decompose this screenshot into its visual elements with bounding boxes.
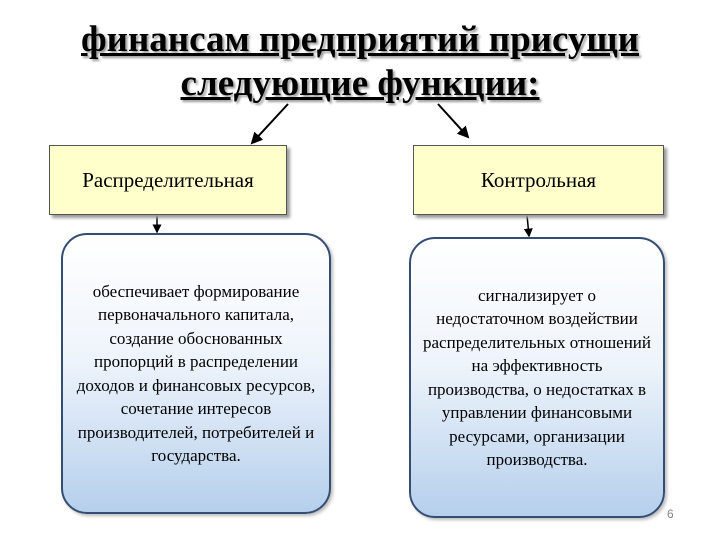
distribution-description-box bbox=[61, 233, 331, 514]
arrow-control-to-description bbox=[527, 215, 529, 236]
distribution-function-label: Распределительная bbox=[82, 167, 254, 192]
slide-title-line-2: следующие функции: bbox=[180, 63, 540, 104]
control-description-text: сигнализирует о недостаточном воздействии распределительных отношений на эффективность производства, о недостатках в управлении финансовыми ресурсами, организации производства. bbox=[423, 285, 651, 469]
distribution-function-box bbox=[49, 145, 287, 215]
distribution-description-text: обеспечивает формирование первоначального капитала, создание обоснованных пропорций в распределении доходов и финансовых ресурсов, сочетание интересов производителей, потребителей и государства. bbox=[76, 281, 316, 465]
arrow-title-to-control bbox=[438, 104, 468, 137]
control-description-box bbox=[409, 237, 665, 518]
control-function-box bbox=[413, 145, 664, 215]
slide-title-line-1: финансам предприятий присущи bbox=[81, 19, 639, 60]
arrow-title-to-distribution bbox=[252, 104, 288, 143]
control-function-label: Контрольная bbox=[480, 167, 597, 192]
slide-number: 6 bbox=[667, 507, 674, 521]
